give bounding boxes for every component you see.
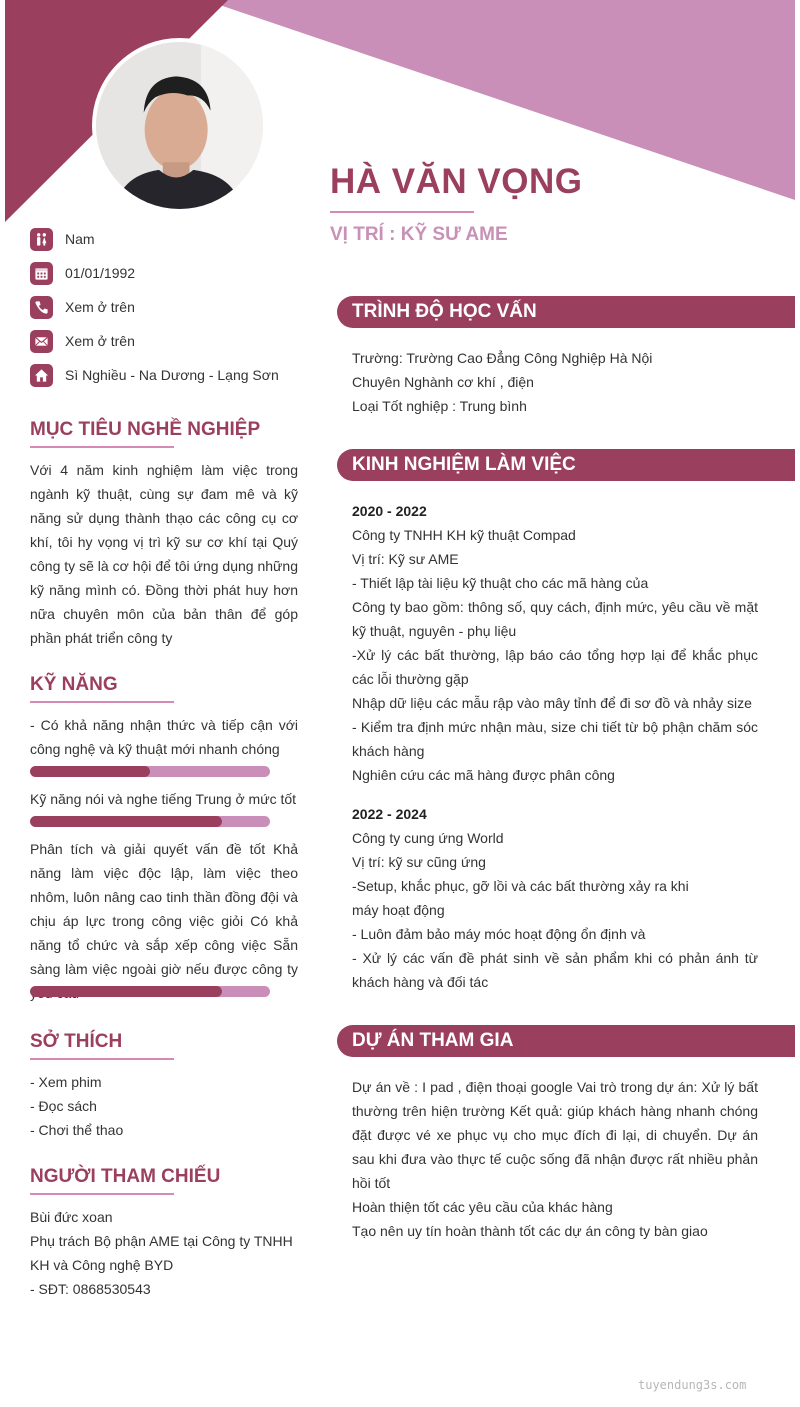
skill-level-fill <box>30 816 222 827</box>
reference-details <box>30 1205 298 1301</box>
contact-email-text: Xem ở trên <box>65 333 135 349</box>
hobbies-underline <box>30 1058 174 1060</box>
project-line: Hoàn thiện tốt các yêu cầu của khác hàng <box>352 1199 613 1215</box>
projects-title: DỰ ÁN THAM GIA <box>337 1025 795 1057</box>
job-line: - Xử lý các vấn đề phát sinh về sản phẩm khi có phản ánh từ khách hàng và đối tác <box>352 950 758 990</box>
education-grade: Loại Tốt nghiệp : Trung bình <box>352 398 527 414</box>
project-line: Dự án về : I pad , điện thoại google Vai trò trong dự án: Xử lý bất thường trên hiện trường Kết quả: giúp khách hàng nhanh chóng đặt được vé xe phục vụ cho mục đích đi lại, di chuyển. Dự án sau khi đưa vào thực tế cuộc sống đã nhận được rất nhiều phản hồi tốt <box>352 1079 758 1191</box>
experience-title: KINH NGHIỆM LÀM VIỆC <box>337 449 795 481</box>
job-line: -Xử lý các bất thường, lập báo cáo tổng hợp lại để khắc phục các lỗi thường gặp <box>352 647 758 687</box>
job-line: - Luôn đảm bảo máy móc hoạt động ổn định và <box>352 926 646 942</box>
job-line: - Thiết lập tài liệu kỹ thuật cho các mã hàng của <box>352 575 649 591</box>
contact-email <box>30 324 320 358</box>
job-line: Nhập dữ liệu các mẫu rập vào mây tỉnh để đi sơ đồ và nhảy size <box>352 695 752 711</box>
hobbies-list <box>30 1070 298 1142</box>
skill-level-bar <box>30 766 270 777</box>
education-title: TRÌNH ĐỘ HỌC VẤN <box>337 296 795 328</box>
skill-item: Kỹ năng nói và nghe tiếng Trung ở mức tốt <box>30 791 297 807</box>
skills-underline <box>30 701 174 703</box>
objective-underline <box>30 446 174 448</box>
reference-role: Phụ trách Bộ phận AME tại Công ty TNHH KH và Công nghệ BYD <box>30 1233 293 1273</box>
contact-gender <box>30 222 320 256</box>
job-period: 2020 - 2022 <box>352 503 427 519</box>
contact-phone <box>30 290 320 324</box>
skill-level-bar <box>30 986 270 997</box>
job-line: máy hoạt động <box>352 902 445 918</box>
project-line: Tạo nên uy tín hoàn thành tốt các dự án công ty bàn giao <box>352 1223 708 1239</box>
name-underline <box>330 211 474 213</box>
job-line: Công ty TNHH KH kỹ thuật Compad <box>352 527 576 543</box>
email-icon <box>30 330 53 353</box>
contact-phone-text: Xem ở trên <box>65 299 135 315</box>
calendar-icon <box>30 262 53 285</box>
projects-details <box>352 1075 758 1243</box>
job-line: Vị trí: Kỹ sư AME <box>352 551 459 567</box>
skills-title: KỸ NĂNG <box>30 674 118 695</box>
skill-item: - Có khả năng nhận thức và tiếp cận với công nghệ và kỹ thuật mới nhanh chóng <box>30 717 298 757</box>
education-details <box>352 346 758 418</box>
watermark-text: tuyendung3s.com <box>638 1378 747 1392</box>
education-major: Chuyên Nghành cơ khí , điện <box>352 374 534 390</box>
reference-name: Bùi đức xoan <box>30 1209 113 1225</box>
job-line: - Kiểm tra định mức nhận màu, size chi tiết từ bộ phận chăm sóc khách hàng <box>352 719 758 759</box>
skill-item: Phân tích và giải quyết vấn đề tốt Khả năng làm việc độc lập, làm việc theo nhôm, luôn nâng cao tinh thần đồng đội và chịu áp lực trong công việc giỏi Có khả năng tổ chức và sắp xếp công việc Sẵn sàng làm việc ngoài giờ nếu được công ty <box>30 841 298 977</box>
job-line: Nghiên cứu các mã hàng được phân công <box>352 767 615 783</box>
job-line: Công ty cung ứng World <box>352 830 504 846</box>
phone-icon <box>30 296 53 319</box>
objective-title: MỤC TIÊU NGHỀ NGHIỆP <box>30 419 261 440</box>
education-school: Trường: Trường Cao Đẳng Công Nghiệp Hà Nội <box>352 350 653 366</box>
contact-address-text: Sì Nghiều - Na Dương - Lạng Sơn <box>65 367 279 383</box>
job-line: Công ty bao gồm: thông số, quy cách, định mức, yêu cầu về mặt kỹ thuật, nguyên - phụ liệu <box>352 599 758 639</box>
home-icon <box>30 364 53 387</box>
contact-birthday-text: 01/01/1992 <box>65 265 136 281</box>
job-line: -Setup, khắc phục, gỡ lồi và các bất thường xảy ra khi <box>352 878 689 894</box>
list-item: - Chơi thể thao <box>30 1122 124 1138</box>
experience-job-1 <box>352 499 758 787</box>
skill-level-fill <box>30 986 222 997</box>
skill-level-fill <box>30 766 150 777</box>
objective-text: Với 4 năm kinh nghiệm làm việc trong ngành kỹ thuật, cùng sự đam mê và kỹ năng sử dụng thành thạo các công cụ cơ khí, tôi hy vọng vị trì kỹ sư cơ khí tại Quý công ty sẽ là cơ hội để tôi ứng dụng những kỹ năng mình có. Đồng thời phát huy hơn nữa chuyên môn của bản thân để góp phần phát triển công ty <box>30 462 298 646</box>
avatar <box>92 38 267 213</box>
job-line: Vị trí: kỹ sư cũng ứng <box>352 854 486 870</box>
list-item: - Đọc sách <box>30 1098 97 1114</box>
list-item: - Xem phim <box>30 1074 102 1090</box>
job-position: VỊ TRÍ : KỸ SƯ AME <box>330 224 508 245</box>
reference-title: NGƯỜI THAM CHIẾU <box>30 1166 221 1187</box>
candidate-name: HÀ VĂN VỌNG <box>330 162 583 201</box>
gender-icon <box>30 228 53 251</box>
job-period: 2022 - 2024 <box>352 806 427 822</box>
contact-address <box>30 358 320 392</box>
contact-gender-text: Nam <box>65 231 95 247</box>
experience-job-2 <box>352 802 758 994</box>
skill-level-bar <box>30 816 270 827</box>
contact-info <box>30 222 320 392</box>
contact-birthday <box>30 256 320 290</box>
reference-phone: - SĐT: 0868530543 <box>30 1281 151 1297</box>
hobbies-title: SỞ THÍCH <box>30 1031 123 1052</box>
reference-underline <box>30 1193 174 1195</box>
